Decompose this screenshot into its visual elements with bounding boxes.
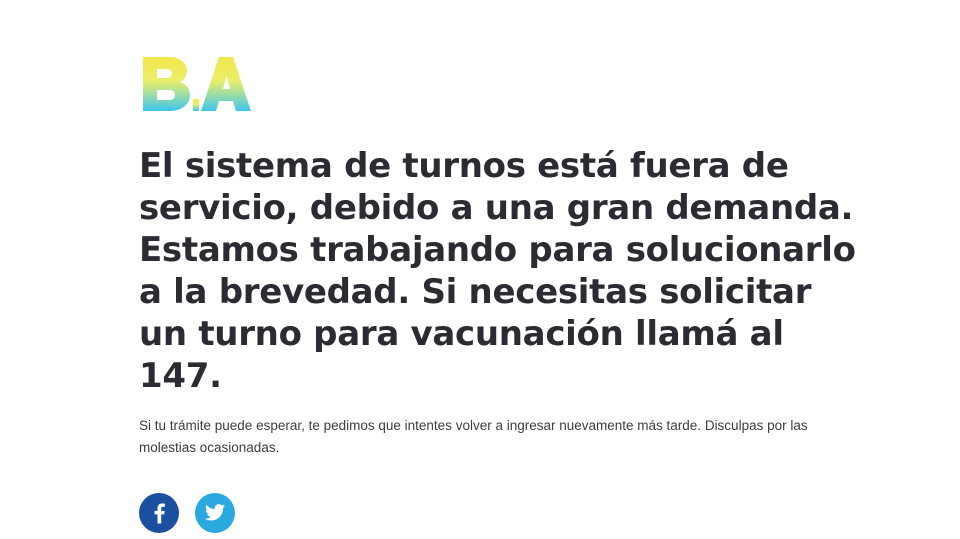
- social-links: [139, 493, 869, 533]
- ba-logo: [139, 55, 251, 117]
- twitter-link[interactable]: [195, 493, 235, 533]
- facebook-link[interactable]: [139, 493, 179, 533]
- twitter-icon: [204, 503, 226, 523]
- content-container: [139, 55, 869, 533]
- page-subtext: Si tu trámite puede esperar, te pedimos que intentes volver a ingresar nuevamente más tarde. Disculpas por las molestias ocasionadas.: [139, 418, 808, 455]
- facebook-icon: [148, 502, 170, 524]
- ba-logo-icon: [139, 55, 251, 117]
- page-title: El sistema de turnos está fuera de servicio, debido a una gran demanda. Estamos trabajando para solucionarlo a la brevedad. Si necesitas solicitar un turno para vacunación llamá al 147.: [139, 146, 856, 396]
